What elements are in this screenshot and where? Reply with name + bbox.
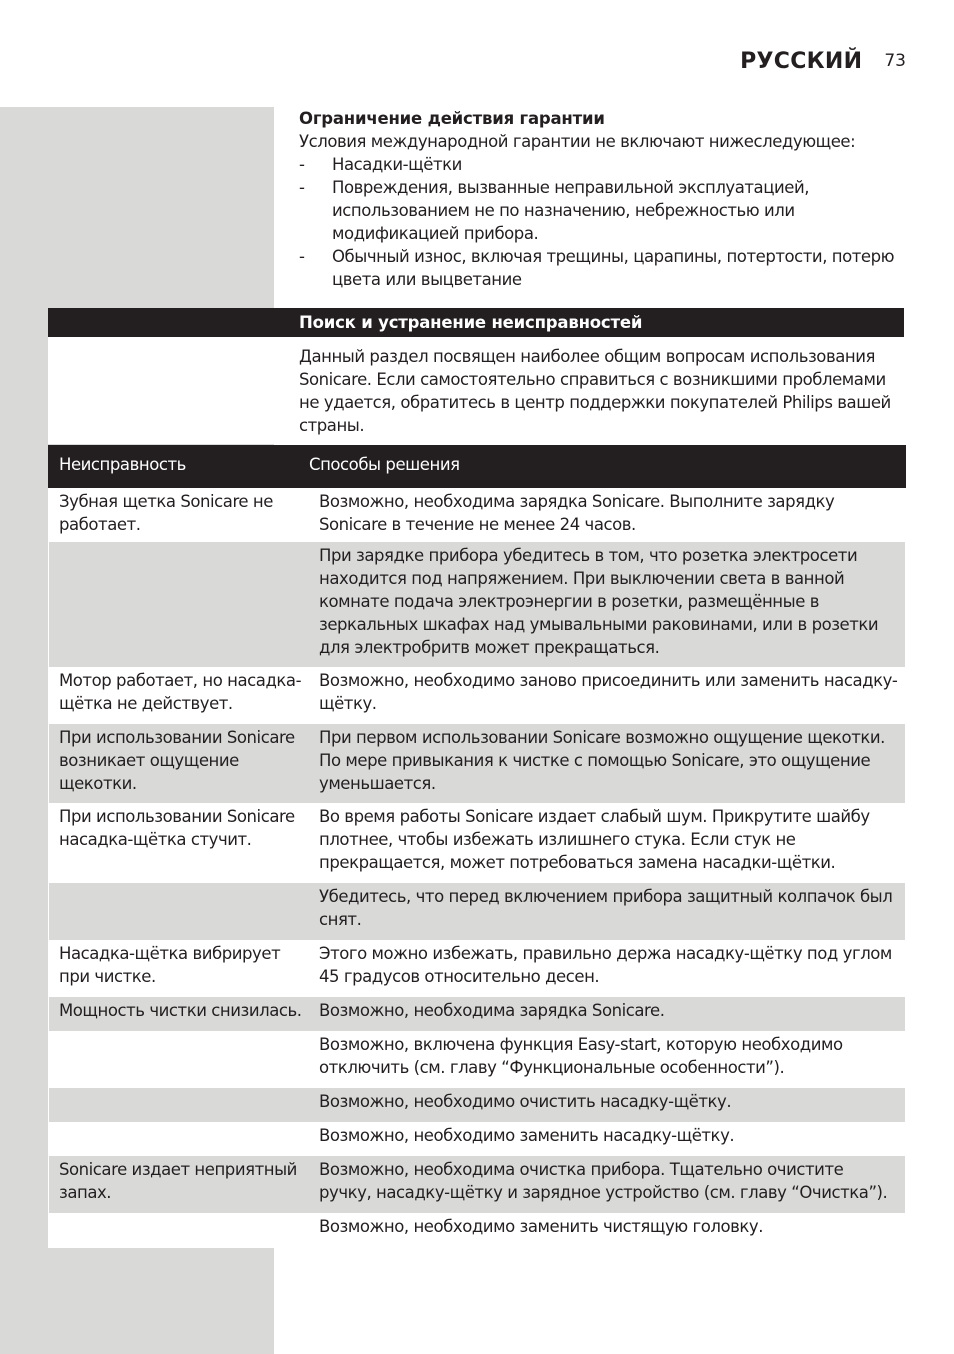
table-row xyxy=(48,724,906,803)
warranty-item xyxy=(299,245,904,291)
table-header xyxy=(48,445,906,488)
solution-cell: Возможно, необходимо очистить насадку-щётку. xyxy=(319,1092,732,1111)
solution-cell: Убедитесь, что перед включением прибора защитный колпачок был снят. xyxy=(319,887,893,929)
solution-cell: При зарядке прибора убедитесь в том, что розетка электросети находится под напряжением. При выключении света в ванной комнате подача электроэнергии в розетки, размещённые в зеркальных шкафах над умывальными раковинами, или в розетки для электробритв может прекращаться. xyxy=(319,546,879,657)
solution-cell: Возможно, необходима очистка прибора. Тщательно очистите ручку, насадку-щётку и зарядное устройство (см. главу “Очистка”). xyxy=(319,1160,888,1202)
list-dash: - xyxy=(299,155,305,174)
troubleshooting-title: Поиск и устранение неисправностей xyxy=(299,313,643,332)
header-problem: Неисправность xyxy=(59,455,186,474)
language-title: РУССКИЙ xyxy=(740,48,863,74)
warranty-title: Ограничение действия гарантии xyxy=(299,109,605,128)
list-dash: - xyxy=(299,178,305,197)
table-row xyxy=(48,488,906,542)
problem-cell: Зубная щетка Sonicare не работает. xyxy=(59,492,273,534)
solution-cell: Этого можно избежать, правильно держа насадку-щётку под углом 45 градусов относительно десен. xyxy=(319,944,892,986)
table-row xyxy=(48,1156,906,1213)
problem-cell xyxy=(49,542,310,667)
table-row xyxy=(48,1122,906,1156)
page-header xyxy=(740,44,906,78)
warranty-item xyxy=(299,176,904,245)
solution-cell: Возможно, необходима зарядка Sonicare. Выполните зарядку Sonicare в течение не менее 24 часов. xyxy=(319,492,835,534)
warranty-intro: Условия международной гарантии не включают нижеследующее: xyxy=(299,132,856,151)
intro-left-blank xyxy=(48,337,274,444)
troubleshooting-intro: Данный раздел посвящен наиболее общим вопросам использования Sonicare. Если самостоятельно справиться с возникшими проблемами не удается, обратитесь в центр поддержки покупателей Philips вашей страны. xyxy=(299,347,891,435)
problem-cell xyxy=(49,1213,310,1248)
problem-cell xyxy=(49,1031,310,1088)
troubleshooting-title-bar xyxy=(48,308,904,337)
problem-cell: Sonicare издает неприятный запах. xyxy=(59,1160,297,1202)
header-solution: Способы решения xyxy=(309,455,460,474)
problem-cell: Мотор работает, но насадка-щётка не действует. xyxy=(59,671,302,713)
table-row xyxy=(48,667,906,724)
solution-cell: При первом использовании Sonicare возможно ощущение щекотки. По мере привыкания к чистке с помощью Sonicare, это ощущение уменьшается. xyxy=(319,728,885,793)
problem-cell xyxy=(49,1088,310,1122)
warranty-item-text: Повреждения, вызванные неправильной эксплуатацией, использованием не по назначению, небрежностью или модификацией прибора. xyxy=(332,178,810,243)
page-number: 73 xyxy=(884,51,906,71)
problem-cell: Мощность чистки снизилась. xyxy=(59,1001,302,1020)
table-row xyxy=(48,940,906,997)
table-row xyxy=(48,542,906,667)
warranty-item-text: Обычный износ, включая трещины, царапины, потертости, потерю цвета или выцветание xyxy=(332,247,895,289)
table-row xyxy=(48,997,906,1031)
solution-cell: Возможно, включена функция Easy-start, которую необходимо отключить (см. главу “Функциональные особенности”). xyxy=(319,1035,843,1077)
problem-cell: При использовании Sonicare насадка-щётка стучит. xyxy=(59,807,295,849)
list-dash: - xyxy=(299,247,305,266)
warranty-item xyxy=(299,153,904,176)
warranty-list xyxy=(299,153,904,291)
table-row xyxy=(48,1031,906,1088)
table-row xyxy=(48,1088,906,1122)
solution-cell: Возможно, необходимо заново присоединить или заменить насадку-щётку. xyxy=(319,671,898,713)
problem-cell xyxy=(49,1122,310,1156)
troubleshooting-table xyxy=(48,445,906,1248)
problem-cell: При использовании Sonicare возникает ощущение щекотки. xyxy=(59,728,295,793)
solution-cell: Возможно, необходимо заменить чистящую головку. xyxy=(319,1217,764,1236)
solution-cell: Во время работы Sonicare издает слабый шум. Прикрутите шайбу плотнее, чтобы избежать излишнего стука. Если стук не прекращается, может потребоваться замена насадки-щётки. xyxy=(319,807,870,872)
table-row xyxy=(48,883,906,940)
table-row xyxy=(48,1213,906,1248)
table-row xyxy=(48,803,906,883)
solution-cell: Возможно, необходимо заменить насадку-щётку. xyxy=(319,1126,735,1145)
warranty-section xyxy=(299,107,904,291)
warranty-item-text: Насадки-щётки xyxy=(332,155,462,174)
problem-cell xyxy=(49,883,310,940)
problem-cell: Насадка-щётка вибрирует при чистке. xyxy=(59,944,281,986)
solution-cell: Возможно, необходима зарядка Sonicare. xyxy=(319,1001,665,1020)
